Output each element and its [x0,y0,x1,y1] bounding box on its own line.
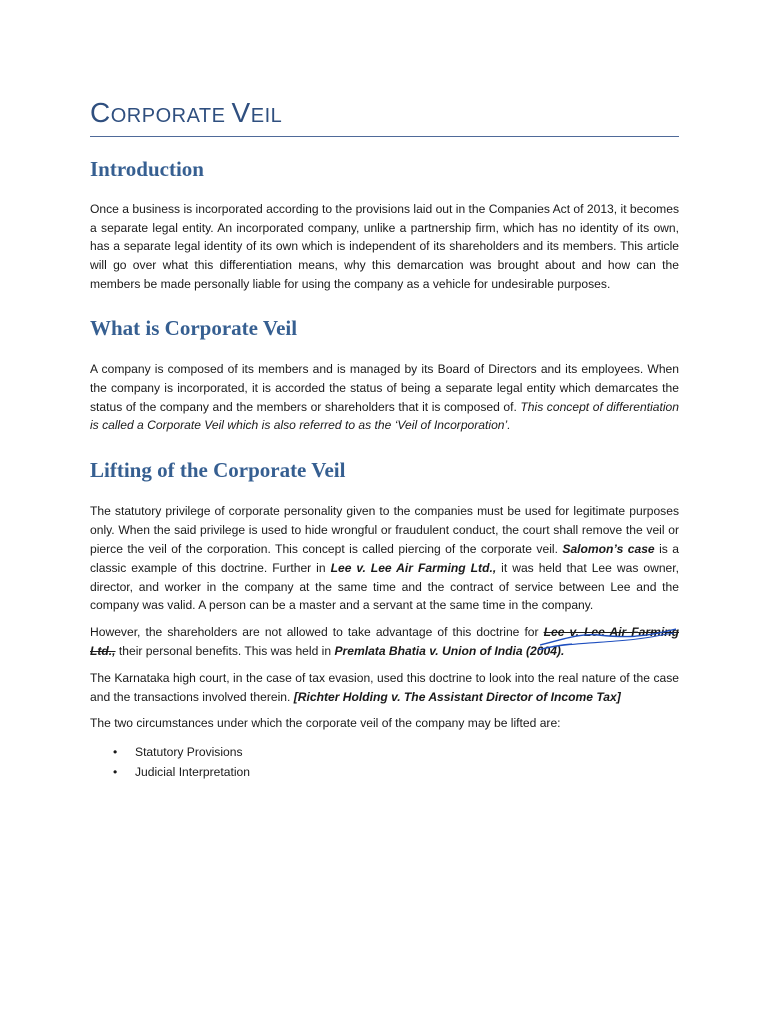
lifting-paragraph-1 [90,502,679,615]
title-second-capital: V [231,97,251,128]
title-rest-1: ORPORATE [110,105,232,127]
lifting-paragraph-4: The two circumstances under which the corporate veil of the company may be lifted are: [90,716,561,731]
lifting-paragraph-2 [90,623,679,661]
list-item-label: Statutory Provisions [135,745,243,760]
document-title [90,96,679,137]
lifting-p1-text-b: is a classic example of this doctrine. Further in [90,541,679,575]
what-is-italic-text: This concept of differentiation is called a Corporate Veil which is also referred to as the ‘Veil of Incorporation’. [90,399,679,433]
lifting-p2-text-b: their personal benefits. This was held in [115,643,335,658]
bullet-marker: • [113,764,118,779]
lifting-heading: Lifting of the Corporate Veil [90,458,346,483]
case-salomon: Salomon’s case [562,541,655,556]
lifting-p3-text: The Karnataka high court, in the case of tax evasion, used this doctrine to look into the real nature of the case and the transactions involved therein. [90,670,679,704]
circumstances-list [90,743,679,782]
document-page [90,96,679,782]
what-is-heading: What is Corporate Veil [90,315,298,340]
title-first-capital: C [90,97,111,128]
introduction-heading: Introduction [90,156,204,181]
list-item [113,763,679,783]
list-item [113,743,679,763]
lifting-p1-text-a: The statutory privilege of corporate personality given to the companies must be used for legitimate purposes only. When the said privilege is used to hide wrongful or fraudulent conduct, the court shall remove the veil or pierce the veil of the corporation. This concept is called piercing of the corporate veil. [90,504,679,556]
bullet-marker: • [113,745,118,760]
case-lee-v-lee: Lee v. Lee Air Farming Ltd., [330,560,497,575]
struck-case-text: Lee v. Lee Air Farming Ltd., [90,625,679,658]
what-is-text: A company is composed of its members and is managed by its Board of Directors and its employees. When the company is incorporated, it is accorded the status of being a separate legal entity which demarcates the status of the company and the members or shareholders that it is composed of. [90,361,679,414]
case-premlata-bhatia: Premlata Bhatia v. Union of India (2004). [334,643,565,658]
lifting-p1-text-c: it was held that Lee was owner, director, and worker in the company at the same time and the contract of service between Lee and the company was valid. A person can be a master and a servant at the same time in the company. [90,560,679,613]
lifting-paragraph-3 [90,669,679,707]
introduction-paragraph: Once a business is incorporated according to the provisions laid out in the Companies Act of 2013, it becomes a separate legal entity. An incorporated company, unlike a partnership firm, which has no identity of its own, has a separate legal identity of its own which is independent of its shareholders and its members. This article will go over what this differentiation means, why this demarcation was brought about and how can the members be made personally liable for using the company as a vehicle for undesirable purposes. [90,201,679,291]
case-richter-holding: [Richter Holding v. The Assistant Director of Income Tax] [293,689,621,704]
what-is-paragraph [90,360,679,435]
lifting-p2-text-a: However, the shareholders are not allowed to take advantage of this doctrine for [90,625,544,640]
list-item-label: Judicial Interpretation [135,764,250,779]
title-rest-2: EIL [250,105,283,127]
